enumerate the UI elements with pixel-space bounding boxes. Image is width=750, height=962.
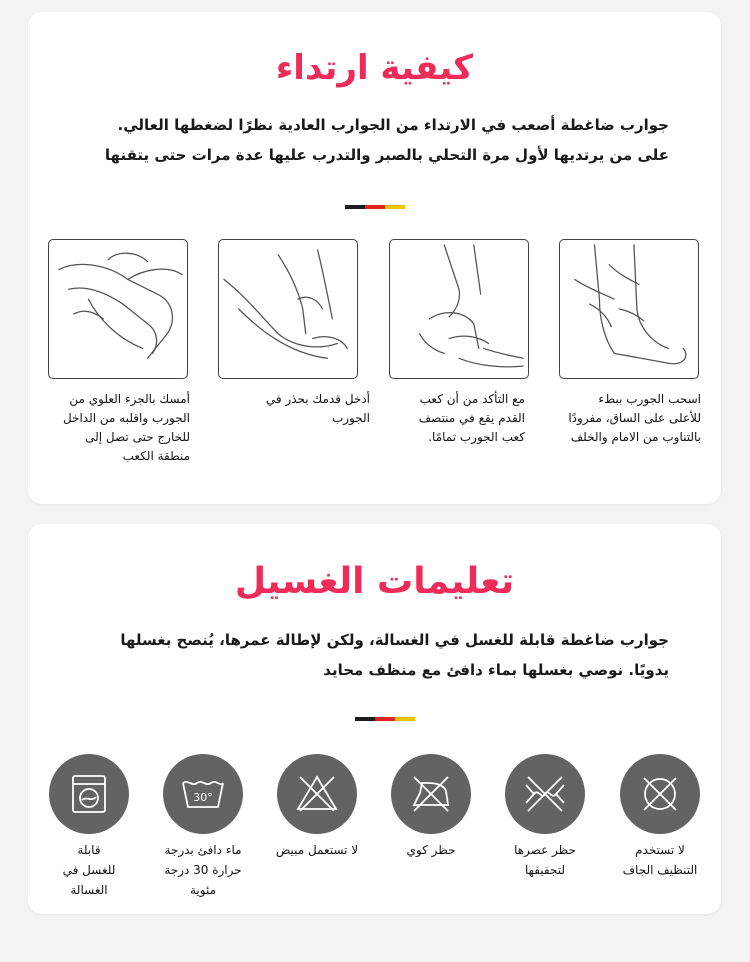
description-line: على من يرتديها لأول مرة التحلي بالصبر والتدرب عليها عدة مرات حتى يتقنها xyxy=(104,146,669,164)
step-text-line: الجورب xyxy=(331,411,370,425)
washing-machine-text xyxy=(34,840,144,900)
step-1-illustration xyxy=(559,239,699,379)
no-iron-icon xyxy=(391,754,471,834)
no-bleach-text xyxy=(262,840,372,860)
step-1-text xyxy=(555,390,701,447)
no-wring-icon xyxy=(505,754,585,834)
step-text-line: مع التأكد من أن كعب xyxy=(419,392,525,406)
washing-description xyxy=(59,625,669,685)
wash-text-line: لتجفيفها xyxy=(525,863,565,877)
wash-text-line: للغسل في xyxy=(62,863,116,877)
step-2-text xyxy=(379,390,525,447)
washing-instructions-card xyxy=(28,524,721,914)
step-text-line: للخارج حتى تصل إلى xyxy=(85,430,190,444)
how-to-wear-card xyxy=(28,12,721,504)
no-bleach-icon xyxy=(277,754,357,834)
step-text-line: أمسك بالجزء العلوي من xyxy=(69,392,190,406)
washing-title: تعليمات الغسيل xyxy=(234,561,515,602)
description-line: يدويًا. نوصي بغسلها بماء دافئ مع منظف محايد xyxy=(323,661,669,679)
wash-text-line: الغسالة xyxy=(70,883,108,897)
section-divider xyxy=(345,205,405,209)
description-line: جوارب ضاغطة قابلة للغسل في الغسالة، ولكن لإطالة عمرها، يُنصح بغسلها xyxy=(120,631,669,649)
wash-30-icon xyxy=(163,754,243,834)
no-iron-text xyxy=(376,840,486,860)
section-divider xyxy=(355,717,415,721)
wash-text-line: حظر عصرها xyxy=(514,843,576,857)
wash-text-line: لا تستخدم xyxy=(635,843,685,857)
wash-text-line: مئوية xyxy=(189,883,217,897)
wash-text-line: قابلة xyxy=(77,843,101,857)
step-text-line: اسحب الجورب ببطء xyxy=(598,392,701,406)
step-3-text xyxy=(224,390,370,428)
step-text-line: كعب الجورب تمامًا. xyxy=(428,430,525,444)
wash-text-line: حظر كوي xyxy=(406,843,456,857)
step-text-line: القدم يقع في منتصف xyxy=(418,411,525,425)
how-to-wear-title: كيفية ارتداء xyxy=(275,48,474,88)
step-3-illustration xyxy=(218,239,358,379)
no-wring-text xyxy=(490,840,600,880)
wash-text-line: التنظيف الجاف xyxy=(622,863,698,877)
wash-30-text xyxy=(148,840,258,900)
step-text-line: بالتناوب من الامام والخلف xyxy=(570,430,701,444)
no-dry-clean-text xyxy=(605,840,715,880)
step-4-illustration xyxy=(48,239,188,379)
step-4-text xyxy=(44,390,190,466)
washing-machine-icon xyxy=(49,754,129,834)
wash-text-line: حرارة 30 درجة xyxy=(164,863,242,877)
wash-text-line: ماء دافئ بدرجة xyxy=(164,843,242,857)
step-2-illustration xyxy=(389,239,529,379)
step-text-line: للأعلى على الساق، مفرودًا xyxy=(568,411,701,425)
description-line: جوارب ضاغطة أصعب في الارتداء من الجوارب العادية نظرًا لضغطها العالي. xyxy=(117,116,669,134)
step-text-line: الجورب واقلبه من الداخل xyxy=(62,411,190,425)
wash-text-line: لا تستعمل مبيض xyxy=(275,843,359,857)
no-dry-clean-icon xyxy=(620,754,700,834)
step-text-line: منطقة الكعب xyxy=(122,449,190,463)
how-to-wear-description xyxy=(69,110,669,170)
step-text-line: أدخل قدمك بحذر في xyxy=(265,392,370,406)
wash-temperature-label: 30° xyxy=(193,791,213,804)
